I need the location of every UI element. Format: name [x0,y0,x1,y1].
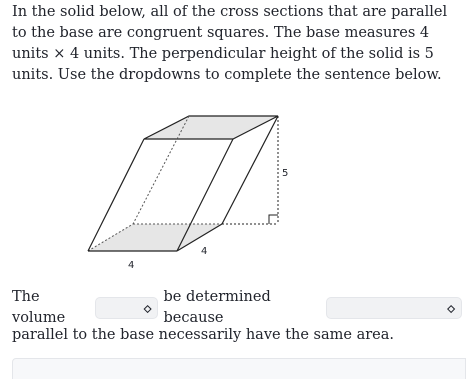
prism-diagram [80,106,300,276]
sentence-part2: be determined because [163,289,271,326]
volume-dropdown[interactable] [95,297,158,319]
label-base-side: 4 [201,246,208,257]
hint-panel [12,358,466,379]
label-base-front: 4 [128,260,135,271]
label-height: 5 [282,168,289,179]
reason-dropdown[interactable] [326,297,462,319]
sentence-part3: parallel to the base necessarily have the same area. [12,327,394,343]
top-face [144,116,278,139]
fill-in-sentence [12,289,462,346]
oblique-prism-figure [80,106,300,276]
problem-statement: In the solid below, all of the cross sections that are parallel to the base are congruent squares. The base measures 4 units × 4 units. The perpendicular height of the solid is 5 units. Use the dropdowns to complete the sentence below. [12,4,448,83]
chevron-updown-icon: ⬦ [447,301,455,315]
sentence-part1: The volume [12,289,66,326]
right-angle-marker [269,215,278,224]
chevron-updown-icon: ⬦ [143,301,152,315]
